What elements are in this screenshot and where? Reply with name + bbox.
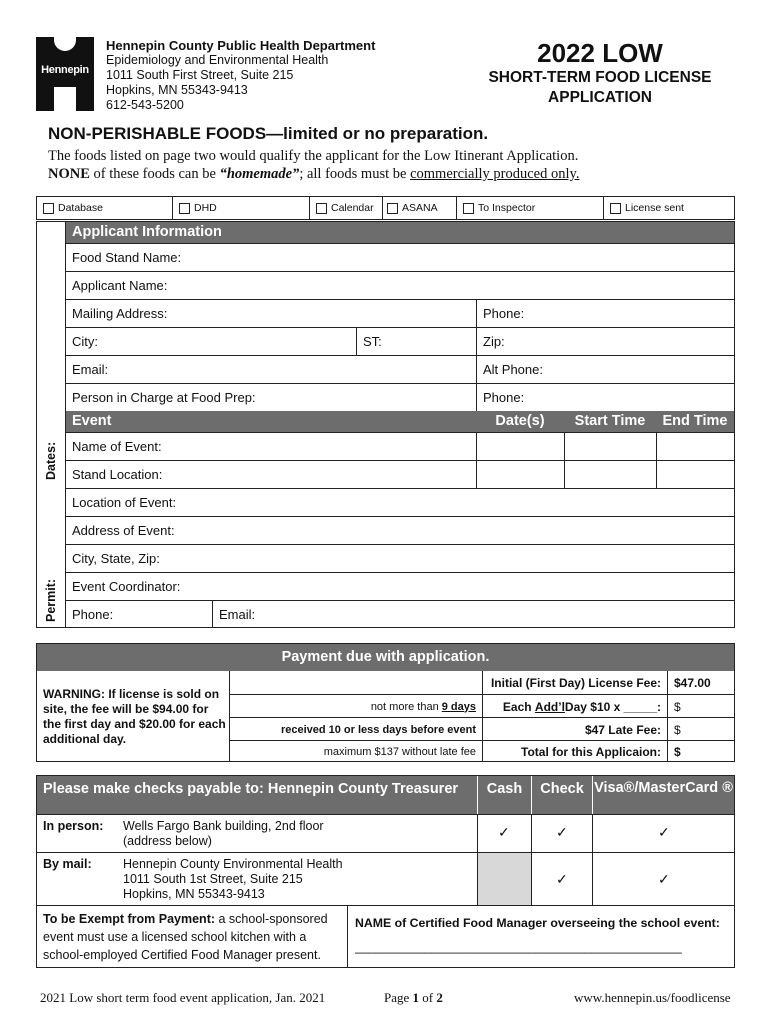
checkbox-icon [463,203,474,214]
late-fee-row [230,717,734,741]
card-in-person-check-icon: ✓ [658,824,670,840]
checkbox-license-sent[interactable] [610,202,684,214]
side-label-permit: Permit: [44,578,58,622]
end-time-column-header: End Time [662,413,728,429]
coordinator-phone-field[interactable]: Phone: [72,607,114,622]
divider [456,197,457,219]
exempt-text: a school-sponsored event must use a licensed school kitchen with a school-employed Certified Food Manager present. [43,912,328,962]
divider [37,852,734,853]
in-person-text: Wells Fargo Bank building, 2nd floor (address below) [123,819,324,848]
event-start-field-2[interactable] [564,461,656,488]
cash-column-header: Cash [478,776,531,814]
footer-version: 2021 Low short term food event application, Jan. 2021 [40,990,326,1005]
each-text: Each [502,699,532,714]
city-row [66,327,734,355]
page-word: Page [384,990,413,1005]
initial-fee-row [230,671,734,694]
divider [347,906,348,967]
start-time-column-header: Start Time [574,413,646,429]
cash-unavailable-cell [478,853,531,905]
coordinator-contact-row [66,600,734,628]
location-field: Location of Event: [72,495,177,510]
total-label: Total for this Applicaion: [482,741,667,762]
mail-address [123,857,343,902]
additional-day-row [230,694,734,718]
mailing-field[interactable]: Mailing Address: [72,306,168,321]
event-end-field-2[interactable] [656,461,734,488]
address-field: Address of Event: [72,523,175,538]
divider [592,814,593,905]
non-perishable-heading: NON-PERISHABLE FOODS—limited or no preparation. [48,124,489,143]
stand-location-field[interactable]: Stand Location: [72,467,163,482]
checkbox-to-inspector[interactable] [463,202,535,214]
checkbox-icon [387,203,398,214]
checkbox-label: DHD [194,202,217,214]
check-column-header: Check [532,776,592,814]
department-info [106,38,375,113]
checkbox-icon [610,203,621,214]
mail-line2: 1011 South 1st Street, Suite 215 [123,872,303,886]
divider [382,197,383,219]
divider [172,197,173,219]
intro-text [48,147,579,183]
title-line3: APPLICATION [548,89,652,106]
checkbox-label: License sent [625,202,684,214]
of-word: of [419,990,437,1005]
title-line2: SHORT-TERM FOOD LICENSE [488,69,712,86]
hennepin-logo [36,37,94,111]
nine-days: 9 days [441,700,476,713]
received-note: received 10 or less days before event [280,723,476,736]
checkbox-icon [179,203,190,214]
event-end-field[interactable] [656,433,734,460]
divider [531,814,532,905]
blank-cell [230,671,482,694]
logo-notch-top [54,37,76,51]
coordinator-field: Event Coordinator: [72,579,181,594]
person-phone-field[interactable]: Phone: [476,384,734,411]
checkbox-icon [43,203,54,214]
address-row[interactable] [66,516,734,544]
address-line2: Hopkins, MN 55343-9413 [106,83,248,97]
divider [603,197,604,219]
by-mail-label: By mail: [43,857,92,871]
checkbox-label: To Inspector [478,202,536,214]
checkbox-icon [316,203,327,214]
page-total: 2 [436,990,443,1005]
event-date-field-2[interactable] [476,461,564,488]
checkbox-label: ASANA [402,202,438,214]
event-section-header [66,411,734,432]
payment-section [36,643,735,762]
payment-header: Payment due with application. [37,644,734,671]
applicant-event-form [36,221,735,628]
exempt-bold: To be Exempt from Payment: [43,912,216,926]
side-label-dates: Dates: [44,441,58,480]
intro-line2b: ; all foods must be [299,166,411,182]
mail-line3: Hopkins, MN 55343-9413 [123,887,265,901]
cash-in-person-check-icon: ✓ [498,824,510,840]
event-name-row [66,432,734,460]
total-row [230,740,734,762]
food-stand-label: Food Stand Name: [72,250,182,265]
checks-header [37,776,477,814]
not-more-text: not more than [370,700,439,713]
checkbox-calendar[interactable] [316,202,374,214]
email-field[interactable]: Email: [72,362,109,377]
divider [37,814,734,815]
zip-field[interactable]: Zip: [476,328,734,355]
additional-day-amount[interactable]: $ [667,695,734,718]
checkbox-dhd[interactable] [179,202,217,214]
event-header-label: Event [72,413,112,429]
day-rate-text: Day $10 x _____: [564,699,661,714]
city-field[interactable]: City: [72,334,98,349]
page-number: 1 [412,990,420,1005]
event-name-field[interactable]: Name of Event: [72,439,162,454]
intro-line1: The foods listed on page two would qualify the applicant for the Low Itinerant Application. [48,148,579,164]
title-year: 2022 LOW [537,38,663,68]
office-use-row [36,196,735,220]
exempt-note [43,910,343,964]
address-line1: 1011 South First Street, Suite 215 [106,68,294,82]
check-in-person-check-icon: ✓ [556,824,568,840]
alt-phone-field[interactable]: Alt Phone: [476,356,734,383]
form-title [470,38,730,108]
dept-name: Hennepin County Public Health Department [106,38,376,53]
coordinator-row[interactable] [66,572,734,600]
commercial-text: commercially produced only. [410,166,580,182]
footer-url[interactable]: www.hennepin.us/foodlicense [574,990,731,1005]
side-column [37,222,66,627]
intro-line2 [48,165,579,183]
division: Epidemiology and Environmental Health [106,53,329,67]
additional-day-label [482,695,667,718]
divider [309,197,310,219]
none-word: NONE [48,166,90,182]
cfm-name-field[interactable]: _______________________________________________ [355,940,682,954]
card-by-mail-check-icon: ✓ [658,871,670,887]
intro-line2a: of these foods can be [89,166,220,182]
person-in-charge-row [66,383,734,411]
event-date-field[interactable] [476,433,564,460]
initial-fee-label: Initial (First Day) License Fee: [482,671,667,694]
initial-fee-value: $47.00 [667,671,734,694]
late-warning: WARNING: If license is sold on site, the fee will be $94.00 for the first day and $20.00 for each additional day. [43,687,226,746]
addl-text: Add’l [534,699,565,714]
mailing-row [66,299,734,327]
phone-field[interactable]: Phone: [476,300,734,327]
payment-methods-section [36,775,735,968]
checks-header-label: Please make checks payable to: Hennepin County Treasurer [43,781,459,797]
homemade-word: “homemade” [219,166,300,182]
in-person-address [123,819,363,849]
applicant-name-row[interactable] [66,271,734,299]
checkbox-asana[interactable] [387,202,438,214]
card-column-header: Visa®/MasterCard ® [593,776,734,814]
event-start-field[interactable] [564,433,656,460]
applicant-name-label: Applicant Name: [72,278,168,293]
dept-phone: 612-543-5200 [106,98,184,112]
city-state-zip-row[interactable] [66,544,734,572]
location-row[interactable] [66,488,734,516]
applicant-section-header [66,222,734,243]
maximum-note: maximum $137 without late fee [323,745,476,758]
stand-location-row [66,460,734,488]
checkbox-database[interactable] [43,202,103,214]
in-person-label: In person: [43,819,104,833]
mail-line1: Hennepin County Environmental Health [123,857,343,871]
divider [37,905,734,906]
footer-page [384,990,443,1006]
state-field[interactable]: ST: [356,328,476,355]
person-in-charge-field[interactable]: Person in Charge at Food Prep: [72,390,256,405]
late-fee-label: $47 Late Fee: [482,718,667,741]
total-amount[interactable]: $ [667,741,734,762]
food-stand-row[interactable] [66,243,734,271]
logo-notch-bottom [54,87,76,111]
logo-text: Hennepin [41,64,89,76]
check-by-mail-check-icon: ✓ [556,871,568,887]
email-row [66,355,734,383]
not-more-than [230,695,482,718]
applicant-header-label: Applicant Information [72,224,222,240]
checkbox-label: Calendar [331,202,374,214]
coordinator-email-field[interactable]: Email: [212,601,734,628]
cfm-label: NAME of Certified Food Manager overseeing the school event: [355,916,720,930]
late-fee-amount[interactable]: $ [667,718,734,741]
dates-column-header: Date(s) [495,413,545,429]
city-state-zip-field: City, State, Zip: [72,551,160,566]
checkbox-label: Database [58,202,103,214]
